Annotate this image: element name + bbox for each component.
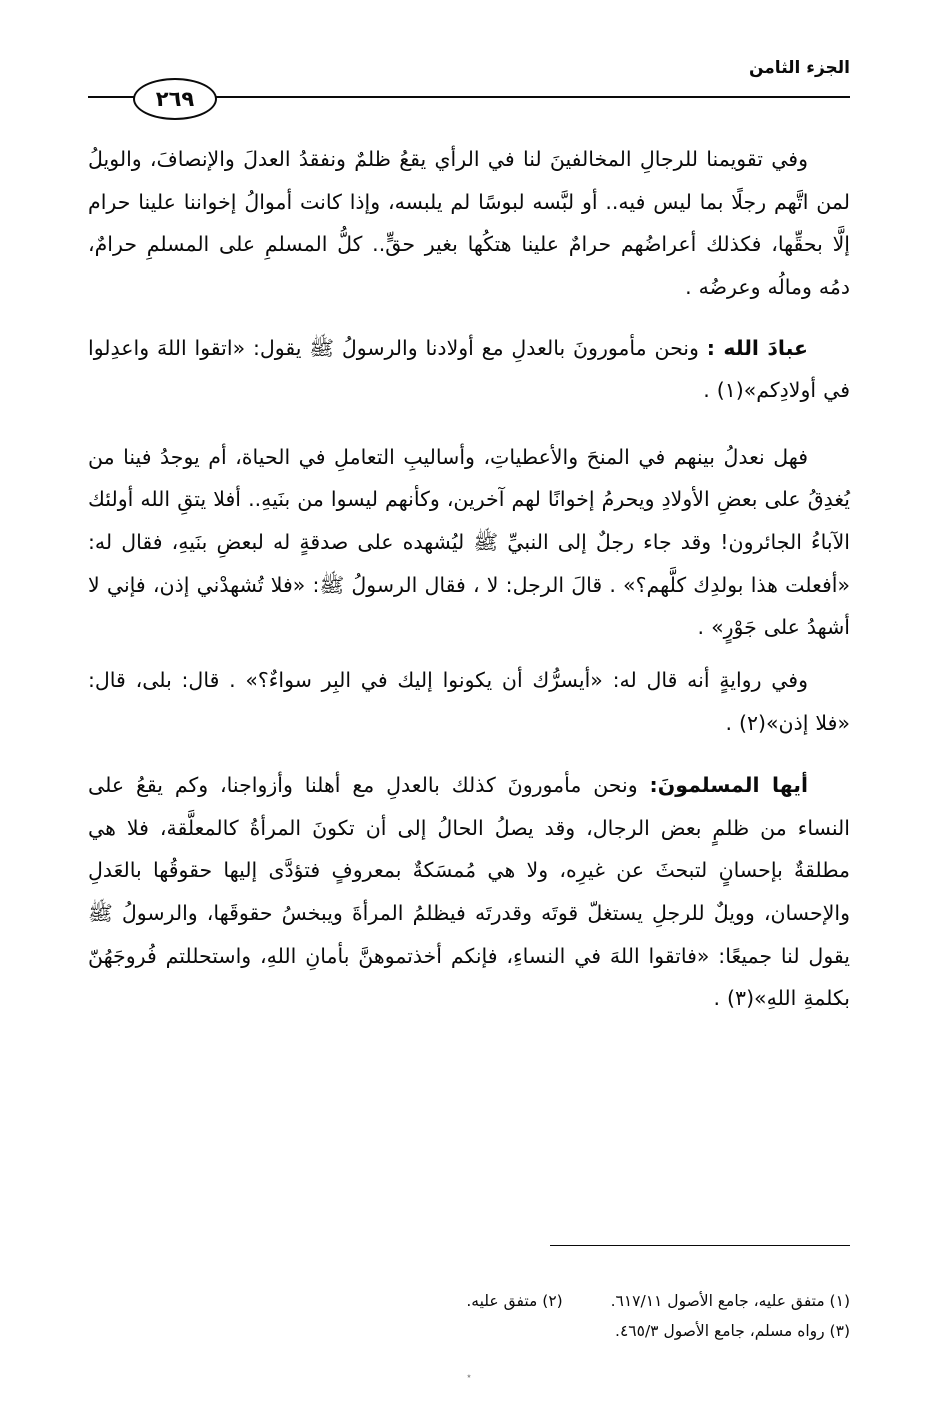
paragraph-3 — [88, 436, 850, 649]
paragraph-5-text: ونحن مأمورونَ كذلك بالعدلِ مع أهلنا وأزواجنا، وكم يقعُ على النساء من ظلمٍ بعض الرجال، وقد يصلُ الحالُ إلى أن تكونَ المرأةُ كالمعلَّقة، فلا هي مطلقةٌ بإحسانٍ لتبحثَ عن غيرِه، ولا هي مُمسَكةٌ بمعروفٍ فتؤدَّى إليها حقوقُها بالعَدلِ والإحسان، وويلٌ للرجلِ يستغلّ قوتَه وقدرتَه فيظلمُ المرأةَ ويبخسُ حقوقَها، والرسولُ ﷺ يقول لنا جميعًا: «فاتقوا اللهَ في النساءِ، فإنكم أخذتموهنَّ بأمانِ اللهِ، واستحللتم فُروجَهُنّ بكلمةِ اللهِ»(٣) . — [88, 773, 850, 1011]
footnote-divider — [550, 1245, 850, 1246]
paragraph-3-text: فهل نعدلُ بينهم في المنحَ والأعطياتِ، وأساليبِ التعاملِ في الحياة، أم يوجدُ فينا من يُغدِقُ على بعضِ الأولادِ ويحرمُ إخوانًا لهم آخرين، وكأنهم ليسوا من بنَيهِ.. أفلا يتقِ الله أولئك الآباءُ الجائرون! وقد جاء رجلٌ إلى النبيِّ ﷺ ليُشهده على صدقةٍ له لبعضِ بنَيهِ، فقال له: «أفعلت هذا بولدِك كلَّهم؟» . قالَ الرجل: لا ، فقال الرسولُ ﷺ: «فلا تُشهدْني إذن، فإني لا أشهدُ على جَوْرٍ» . — [88, 444, 850, 640]
page-number-badge: ٢٦٩ — [133, 78, 217, 120]
paragraph-5-lead: أيها المسلمونَ: — [649, 773, 808, 798]
paragraph-2-text: ونحن مأمورونَ بالعدلِ مع أولادنا والرسولُ ﷺ يقول: «اتقوا اللهَ واعدِلوا في أولادِكم»(١) . — [88, 335, 850, 403]
part-title: الجزء الثامن — [748, 58, 850, 78]
footnote-1: (١) متفق عليه، جامع الأصول ٦١٧/١١. — [610, 1291, 850, 1310]
paragraph-spacer — [88, 422, 850, 436]
paragraph-1-text: وفي تقويمنا للرجالِ المخالفينَ لنا في الرأي يقعُ ظلمٌ ونفقدُ العدلَ والإنصافَ، والويلُ لمن اتَّهم رجلًا بما ليس فيه.. أو لبَّسه لبوسًا لم يلبسه، وإذا كانت أموالُ إخواننا علينا حرام إلَّا بحقِّها، فكذلك أعراضُهم حرامٌ علينا هتكُها بغير حقٍّ.. كلُّ المسلمِ على المسلمِ حرامٌ، دمُه ومالُه وعرضُه . — [88, 147, 850, 299]
footnote-2: (٢) متفق عليه. — [466, 1291, 563, 1310]
paragraph-2-lead: عبادَ الله : — [706, 335, 808, 360]
paragraph-4 — [88, 659, 850, 744]
paragraph-spacer — [88, 319, 850, 327]
page-header — [88, 58, 850, 118]
page-body — [88, 138, 850, 1030]
footnote-line-2 — [88, 1316, 850, 1346]
paragraph-spacer — [88, 750, 850, 764]
bottom-mark: ٭ — [466, 1372, 472, 1382]
footnote-line-1 — [88, 1286, 850, 1316]
paragraph-4-text: وفي روايةٍ أنه قال له: «أيسرُّك أن يكونوا إليك في البِر سواءٌ؟» . قال: بلى، قال: «فلا إذن»(٢) . — [88, 667, 850, 735]
paragraph-2 — [88, 327, 850, 412]
footnote-3: (٣) رواه مسلم، جامع الأصول ٤٦٥/٣. — [615, 1321, 850, 1340]
paragraph-1 — [88, 138, 850, 309]
footnotes — [88, 1286, 850, 1346]
paragraph-5 — [88, 764, 850, 1020]
